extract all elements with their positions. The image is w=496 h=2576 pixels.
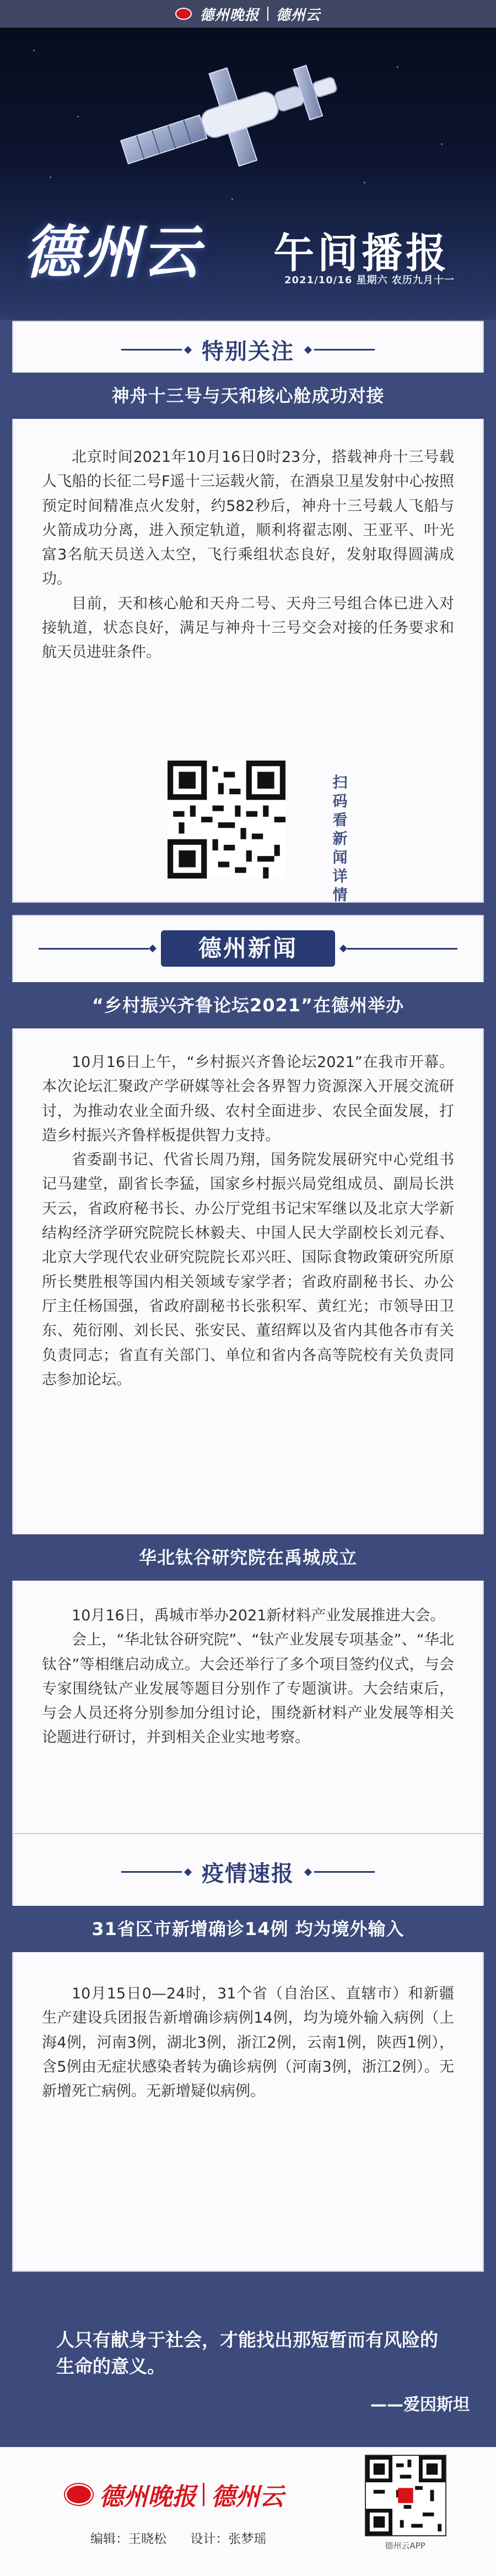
heading-line-right (314, 1871, 375, 1873)
section-heading-special (12, 334, 484, 365)
heading-line-left (121, 1871, 182, 1873)
ribbon-diamond-left (149, 945, 157, 952)
section-heading-epidemic (12, 1856, 484, 1888)
app-qr-label: 德州云APP (385, 2541, 425, 2551)
app-qr-code-icon[interactable] (365, 2455, 446, 2536)
section-heading-dezhou (12, 925, 484, 974)
quote-text: 人只有献身于社会，才能找出那短暂而有风险的生命的意义。 (56, 2329, 438, 2377)
heading-diamond-left (184, 346, 192, 353)
article-paragraph: 10月16日上午，“乡村振兴齐鲁论坛2021”在我市开幕。本次论坛汇聚政产学研媒等社会各界智力资源深入开展交流研讨，为推动农业全面升级、农村全面进步、农民全面发展，打造乡村振兴齐鲁样板提供智力支持。 (42, 1054, 454, 1144)
ribbon-diamond-right (339, 945, 347, 952)
section-title: 德州新闻 (198, 935, 298, 962)
brand-divider (267, 7, 268, 21)
section-title: 疫情速报 (202, 1861, 294, 1887)
footer-brand-divider (203, 2483, 204, 2506)
footer-brand (65, 2477, 284, 2512)
footer-credits (90, 2529, 286, 2547)
article-paragraph: 省委副书记、代省长周乃翔，国务院发展研究中心党组书记马建堂，副省长李猛，国家乡村振兴局党组成员、副局长洪天云，省政府秘书长、办公厅党组书记宋军继以及北京大学新结构经济学研究院院长林毅夫、中国人民大学副校长刘元春、北京大学现代农业研究院院长邓兴旺、国际食物政策研究所原所长樊胜根等国内相关领域专家学者；省政府副秘书长、办公厅主任杨国强，省政府副秘书长张积军、黄红光；市领导田卫东、苑衍刚、刘长民、张安民、董绍辉以及省内其他各市有关负责同志；省直有关部门、单位和省内各高等院校有关负责同志参加论坛。 (42, 1151, 454, 1388)
masthead-subtitle: 午间播报 (273, 230, 450, 277)
heading-diamond-right (304, 1868, 312, 1876)
ribbon-line-left (39, 948, 149, 950)
special-focus-panel (12, 321, 484, 903)
headline-banner: “乡村振兴齐鲁论坛2021”在德州举办 (12, 982, 484, 1028)
article-body (42, 1982, 454, 2104)
heading-line-left (121, 349, 182, 351)
heading-line-right (314, 349, 375, 351)
ribbon-line-right (347, 948, 457, 950)
article-paragraph: 10月15日0—24时，31个省（自治区、直辖市）和新疆生产建设兵团报告新增确诊病例14例，均为境外输入病例（上海4例，河南3例，湖北3例，浙江2例，云南1例，陕西1例），含5例由无症状感染者转为确诊病例（河南3例，浙江2例）。无新增死亡病例。无新增疑似病例。 (42, 1985, 454, 2100)
newspaper-logo-icon (175, 8, 192, 20)
article-paragraph: 10月16日，禹城市举办2021新材料产业发展推进大会。 (72, 1607, 445, 1624)
article-paragraph: 目前，天和核心舱和天舟二号、天舟三号组合体已进入对接轨道，状态良好，满足与神舟十三号交会对接的任务要求和航天员进驻条件。 (42, 595, 454, 661)
top-brand-bar (0, 0, 496, 28)
article-body (42, 1050, 454, 1392)
article-body (42, 445, 454, 665)
article-paragraph: 北京时间2021年10月16日0时23分，搭载神舟十三号载人飞船的长征二号F遥十三运载火箭，在酒泉卫星发射中心按照预定时间精准点火发射，约582秒后，神舟十三号载人飞船与火箭成功分离，进入预定轨道，顺利将翟志刚、王亚平、叶光富3名航天员送入太空，飞行乘组状态良好，发射取得圆满成功。 (42, 449, 454, 588)
heading-diamond-right (304, 346, 312, 353)
masthead-title: 德州云 (23, 218, 202, 286)
article-paragraph: 会上，“华北钛谷研究院”、“钛产业发展专项基金”、“华北钛谷”等相继启动成立。大会还举行了多个项目签约仪式，与会专家围绕钛产业发展等题目分别作了专题演讲。大会结束后，与会人员还将分别参加分组讨论，围绕新材料产业发展等相关论题进行研讨，并到相关企业实地考察。 (42, 1631, 454, 1747)
hero-banner (0, 0, 496, 320)
editor-credit: 编辑：王晓松 (90, 2532, 166, 2546)
quote-author: ——爱因斯坦 (370, 2395, 470, 2415)
section-title: 特别关注 (202, 339, 294, 364)
newspaper-logo-icon (65, 2484, 93, 2505)
headline-banner: 31省区市新增确诊14例 均为境外输入 (12, 1906, 484, 1952)
space-station-icon (113, 52, 350, 179)
qr-caption: 扫码看新闻详情 (332, 774, 348, 904)
headline-banner: 华北钛谷研究院在禹城成立 (12, 1534, 484, 1581)
article-body (42, 1604, 454, 1750)
designer-credit: 设计：张梦瑶 (190, 2532, 267, 2546)
brand-name-2: 德州云 (276, 7, 321, 24)
quote-block (12, 2315, 484, 2436)
qr-code-icon[interactable] (168, 761, 285, 879)
brand-name: 德州晚报 (200, 7, 260, 24)
epidemic-panel (12, 1833, 484, 2272)
headline-banner: 神舟十三号与天和核心舱成功对接 (12, 373, 484, 419)
footer (0, 2447, 496, 2576)
footer-brand-name-2: 德州云 (211, 2483, 284, 2511)
heading-diamond-left (184, 1868, 192, 1876)
issue-date: 2021/10/16 星期六 农历九月十一 (284, 274, 455, 286)
footer-brand-name: 德州晚报 (99, 2483, 196, 2511)
